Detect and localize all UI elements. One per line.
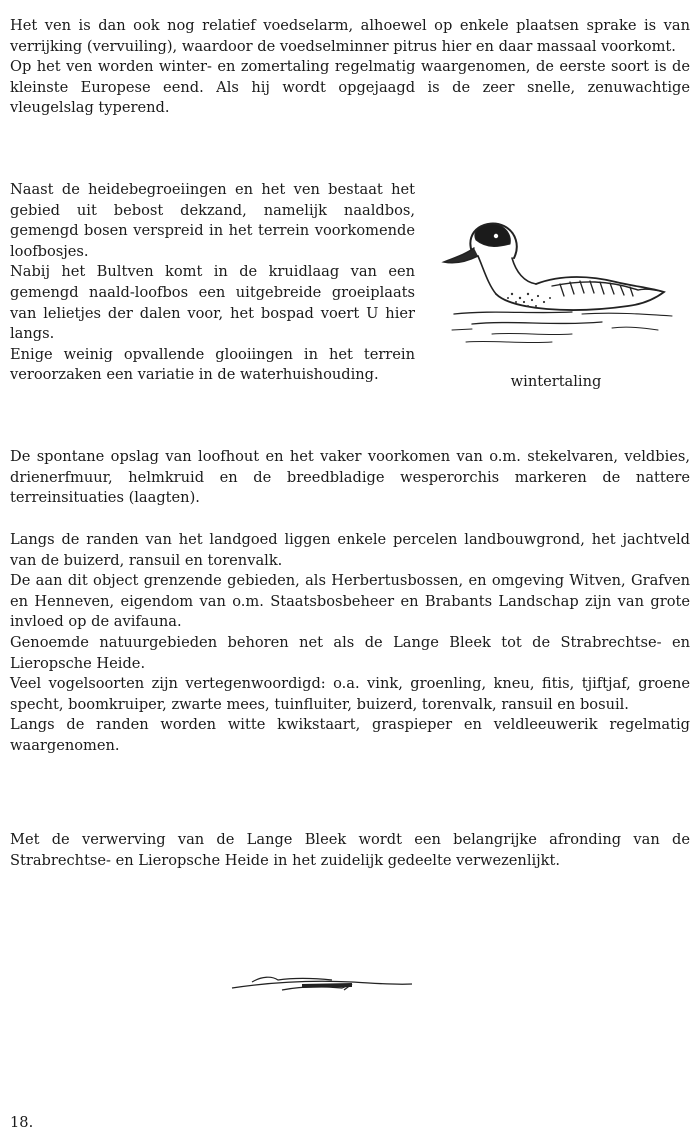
paragraph-heidebegroeiingen: Naast de heidebegroeiingen en het ven bestaat het gebied uit bebost dekzand, namelijk naaldbos, gemengd bosen verspreid in het terrein voorkomende loofbosjes.: [10, 181, 415, 260]
paragraph-glooiingen: Enige weinig opvallende glooiingen in het terrein veroorzaken een variatie in de waterhuishouding.: [10, 345, 415, 384]
paragraph-spontane-opslag: De spontane opslag van loofhout en het vaker voorkomen van o.m. stekelvaren, veldbies, drienerfmuur, helmkruid en de breedbladige wesperorchis markeren de nattere terreinsituaties (laagten).: [10, 448, 690, 507]
wintertaling-figure: [432, 210, 680, 410]
paragraph-kwikstaart: Langs de randen worden witte kwikstaart, graspieper en veldleeuwerik regelmatig waargenomen.: [10, 716, 690, 754]
paragraph-grenzende-gebieden: De aan dit object grenzende gebieden, als Herbertusbossen, en omgeving Witven, Grafven en Henneven, eigendom van o.m. Staatsbosbeheer en Brabants Landschap zijn van grote invloed op de avifauna.: [10, 572, 690, 631]
page-number: 18.: [10, 1114, 34, 1131]
middle-section: [10, 530, 690, 757]
paragraph-ven-voedselarm: Het ven is dan ook nog relatief voedselarm, alhoewel op enkele plaatsen sprake is van verrijking (vervuiling), waardoor de voedselminner pitrus hier en daar massaal voorkomt.: [10, 17, 690, 55]
paragraph-vogelsoorten: Veel vogelsoorten zijn vertegenwoordigd: o.a. vink, groenling, kneu, fitis, tjiftjaf, groene specht, boomkruiper, zwarte mees, tuinfluiter, buizerd, torenvalk, ransuil en bosuil.: [10, 675, 690, 713]
ornamental-divider-icon: [222, 968, 422, 998]
paragraph-landbouwgrond: Langs de randen van het landgoed liggen enkele percelen landbouwgrond, het jachtveld van de buizerd, ransuil en torenvalk.: [10, 531, 690, 569]
paragraph-bultven: Nabij het Bultven komt in de kruidlaag van een gemengd naald-loofbos een uitgebreide groeiplaats van lelietjes der dalen voor, het bospad voert U hier langs.: [10, 263, 415, 343]
paragraph-natuurgebieden: Genoemde natuurgebieden behoren net als de Lange Bleek tot de Strabrechtse- en Lieropsche Heide.: [10, 633, 690, 672]
duck-illustration-icon: [432, 210, 680, 360]
intro-section: [10, 16, 690, 119]
narrow-section: [10, 180, 415, 386]
wide-section-1: [10, 447, 690, 509]
paragraph-verwerving: Met de verwerving van de Lange Bleek wordt een belangrijke afronding van de Strabrechtse- en Lieropsche Heide in het zuidelijk gedeelte verwezenlijkt.: [10, 831, 690, 869]
paragraph-winter-zomertaling: Op het ven worden winter- en zomertaling regelmatig waargenomen, de eerste soort is de kleinste Europese eend. Als hij wordt opgejaagd is de zeer snelle, zenuwachtige vleugelslag typerend.: [10, 58, 690, 117]
final-section: [10, 830, 690, 871]
figure-caption: wintertaling: [510, 373, 602, 390]
